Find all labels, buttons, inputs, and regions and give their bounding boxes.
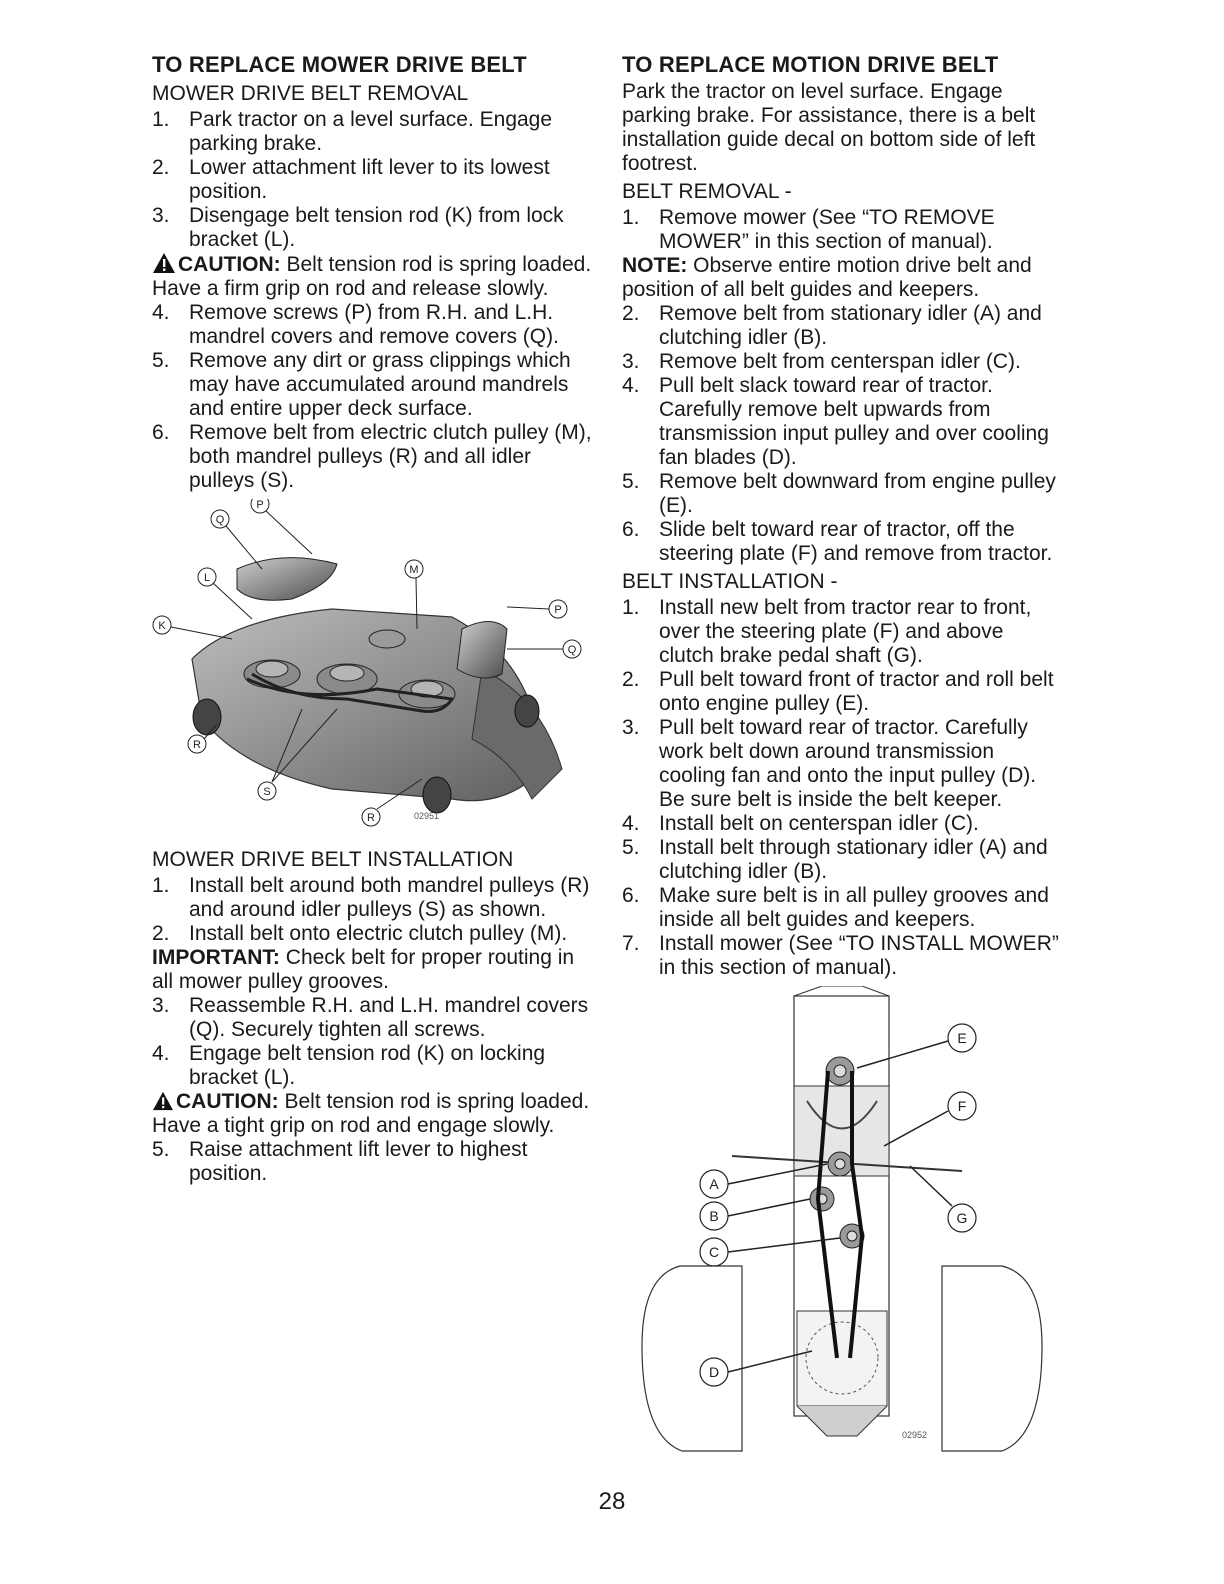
- list-item: [152, 994, 592, 1042]
- step-text: Lower attachment lift lever to its lowest position.: [189, 156, 550, 203]
- step-text: Remove belt from electric clutch pulley (M), both mandrel pulleys (R) and all idler pulleys (S).: [189, 421, 592, 492]
- step-text: Pull belt toward rear of tractor. Carefully work belt down around transmission cooling fan and onto the input pulley (D). Be sure belt is inside the belt keeper.: [659, 716, 1037, 811]
- callout-q1: Q: [215, 514, 225, 526]
- list-item: [622, 302, 1062, 350]
- mower-deck-illustration: [152, 499, 592, 839]
- callout-q2: Q: [567, 644, 577, 656]
- step-number: 6.: [622, 518, 640, 541]
- warning-icon: [152, 252, 176, 274]
- callout-g: G: [956, 1210, 968, 1226]
- list-item: [152, 421, 592, 493]
- list-item: [622, 812, 1062, 836]
- list-item: [152, 922, 592, 946]
- step-text: Install new belt from tractor rear to front, over the steering plate (F) and above clutch brake pedal shaft (G).: [659, 596, 1032, 667]
- mower-belt-install-title: MOWER DRIVE BELT INSTALLATION: [152, 848, 514, 871]
- important-text: Check belt for proper routing in all mower pulley grooves.: [152, 946, 575, 993]
- callout-e: E: [957, 1030, 967, 1046]
- motion-removal-steps-b: [622, 302, 1062, 566]
- callout-d: D: [708, 1364, 720, 1380]
- list-item: [622, 716, 1062, 812]
- callout-a: A: [709, 1176, 719, 1192]
- step-number: 5.: [622, 836, 640, 859]
- caution-1: [152, 252, 592, 301]
- warning-icon: [152, 1091, 174, 1111]
- step-text: Install mower (See “TO INSTALL MOWER” in this section of manual).: [659, 932, 1059, 979]
- figure2-code: 02952: [902, 1430, 928, 1440]
- list-item: [622, 470, 1062, 518]
- step-number: 7.: [622, 932, 640, 955]
- callout-r1: R: [193, 739, 201, 751]
- mower-removal-steps-a: [152, 108, 592, 252]
- important-label: IMPORTANT:: [152, 946, 280, 969]
- step-number: 4.: [152, 301, 170, 324]
- step-text: Engage belt tension rod (K) on locking bracket (L).: [189, 1042, 546, 1089]
- callout-l: L: [203, 572, 211, 584]
- step-text: Disengage belt tension rod (K) from lock bracket (L).: [189, 204, 564, 251]
- step-number: 5.: [152, 1138, 170, 1161]
- mower-install-steps-a: [152, 874, 592, 946]
- list-item: [152, 108, 592, 156]
- callout-m: M: [409, 564, 419, 576]
- step-text: Remove belt from stationary idler (A) and clutching idler (B).: [659, 302, 1042, 349]
- step-number: 5.: [622, 470, 640, 493]
- callout-k: K: [158, 620, 166, 632]
- list-item: [152, 874, 592, 922]
- note-text: Observe entire motion drive belt and position of all belt guides and keepers.: [622, 254, 1032, 301]
- list-item: [622, 836, 1062, 884]
- motion-belt-illustration: [622, 986, 1062, 1456]
- note-paragraph: [622, 254, 1062, 302]
- mower-belt-heading: TO REPLACE MOWER DRIVE BELT: [152, 52, 527, 77]
- step-number: 1.: [622, 206, 640, 229]
- step-number: 2.: [152, 156, 170, 179]
- step-text: Remove belt from centerspan idler (C).: [659, 350, 1021, 373]
- caution-1-label: CAUTION:: [178, 253, 281, 276]
- mower-install-steps-b: [152, 994, 592, 1090]
- step-text: Install belt around both mandrel pulleys (R) and around idler pulleys (S) as shown.: [189, 874, 590, 921]
- mower-deck-figure: [152, 499, 592, 844]
- step-number: 4.: [622, 374, 640, 397]
- step-text: Slide belt toward rear of tractor, off the steering plate (F) and remove from tractor.: [659, 518, 1053, 565]
- step-text: Pull belt slack toward rear of tractor. Carefully remove belt upwards from transmission input pulley and over cooling fan blades (D).: [659, 374, 1049, 469]
- step-number: 2.: [152, 922, 170, 945]
- callout-f: F: [957, 1098, 967, 1114]
- callout-p2: P: [554, 604, 562, 616]
- motion-install-steps: [622, 596, 1062, 980]
- list-item: [622, 668, 1062, 716]
- list-item: [622, 596, 1062, 668]
- step-text: Remove mower (See “TO REMOVE MOWER” in this section of manual).: [659, 206, 995, 253]
- step-text: Raise attachment lift lever to highest position.: [189, 1138, 528, 1185]
- callout-s: S: [263, 786, 271, 798]
- step-number: 3.: [152, 994, 170, 1017]
- step-text: Reassemble R.H. and L.H. mandrel covers (Q). Securely tighten all screws.: [189, 994, 589, 1041]
- page-number: 28: [598, 1488, 626, 1515]
- step-number: 6.: [622, 884, 640, 907]
- motion-belt-heading: TO REPLACE MOTION DRIVE BELT: [622, 52, 999, 77]
- step-text: Remove any dirt or grass clippings which may have accumulated around mandrels and entire upper deck surface.: [189, 349, 571, 420]
- note-label: NOTE:: [622, 254, 688, 277]
- mower-removal-steps-b: [152, 301, 592, 493]
- step-text: Park tractor on a level surface. Engage parking brake.: [189, 108, 553, 155]
- list-item: [622, 350, 1062, 374]
- figure1-code: 02951: [414, 811, 440, 821]
- caution-1-text: Belt tension rod is spring loaded. Have a firm grip on rod and release slowly.: [152, 253, 592, 300]
- callout-r2: R: [367, 812, 375, 824]
- important-note: [152, 946, 592, 994]
- list-item: [152, 204, 592, 252]
- motion-belt-figure: [622, 986, 1062, 1461]
- mower-install-steps-c: [152, 1138, 592, 1186]
- callout-p1: P: [256, 499, 264, 511]
- step-text: Install belt on centerspan idler (C).: [659, 812, 979, 835]
- step-number: 1.: [152, 108, 170, 131]
- motion-belt-intro: Park the tractor on level surface. Engage parking brake. For assistance, there is a belt installation guide decal on bottom side of left footrest.: [622, 80, 1036, 175]
- caution-2-text: Belt tension rod is spring loaded. Have a tight grip on rod and engage slowly.: [152, 1090, 590, 1137]
- belt-install-title: BELT INSTALLATION -: [622, 570, 838, 593]
- step-number: 1.: [152, 874, 170, 897]
- list-item: [152, 156, 592, 204]
- list-item: [152, 1042, 592, 1090]
- list-item: [152, 349, 592, 421]
- caution-2: [152, 1090, 592, 1138]
- step-number: 3.: [152, 204, 170, 227]
- step-text: Install belt onto electric clutch pulley (M).: [189, 922, 568, 945]
- step-number: 4.: [152, 1042, 170, 1065]
- motion-removal-steps-a: [622, 206, 1062, 254]
- step-number: 5.: [152, 349, 170, 372]
- list-item: [622, 518, 1062, 566]
- list-item: [152, 301, 592, 349]
- step-number: 6.: [152, 421, 170, 444]
- left-column: [152, 52, 592, 1186]
- caution-2-label: CAUTION:: [176, 1090, 279, 1113]
- list-item: [622, 206, 1062, 254]
- list-item: [152, 1138, 592, 1186]
- callout-c: C: [708, 1244, 720, 1260]
- step-number: 3.: [622, 350, 640, 373]
- step-number: 3.: [622, 716, 640, 739]
- step-text: Remove belt downward from engine pulley (E).: [659, 470, 1056, 517]
- list-item: [622, 374, 1062, 470]
- step-number: 2.: [622, 668, 640, 691]
- step-text: Remove screws (P) from R.H. and L.H. mandrel covers and remove covers (Q).: [189, 301, 559, 348]
- belt-removal-title: BELT REMOVAL -: [622, 180, 792, 203]
- list-item: [622, 932, 1062, 980]
- right-column: [622, 52, 1062, 1465]
- list-item: [622, 884, 1062, 932]
- step-number: 4.: [622, 812, 640, 835]
- callout-b: B: [709, 1208, 719, 1224]
- mower-belt-removal-title: MOWER DRIVE BELT REMOVAL: [152, 82, 469, 105]
- step-text: Install belt through stationary idler (A) and clutching idler (B).: [659, 836, 1048, 883]
- step-number: 2.: [622, 302, 640, 325]
- step-text: Make sure belt is in all pulley grooves and inside all belt guides and keepers.: [659, 884, 1049, 931]
- step-number: 1.: [622, 596, 640, 619]
- step-text: Pull belt toward front of tractor and roll belt onto engine pulley (E).: [659, 668, 1054, 715]
